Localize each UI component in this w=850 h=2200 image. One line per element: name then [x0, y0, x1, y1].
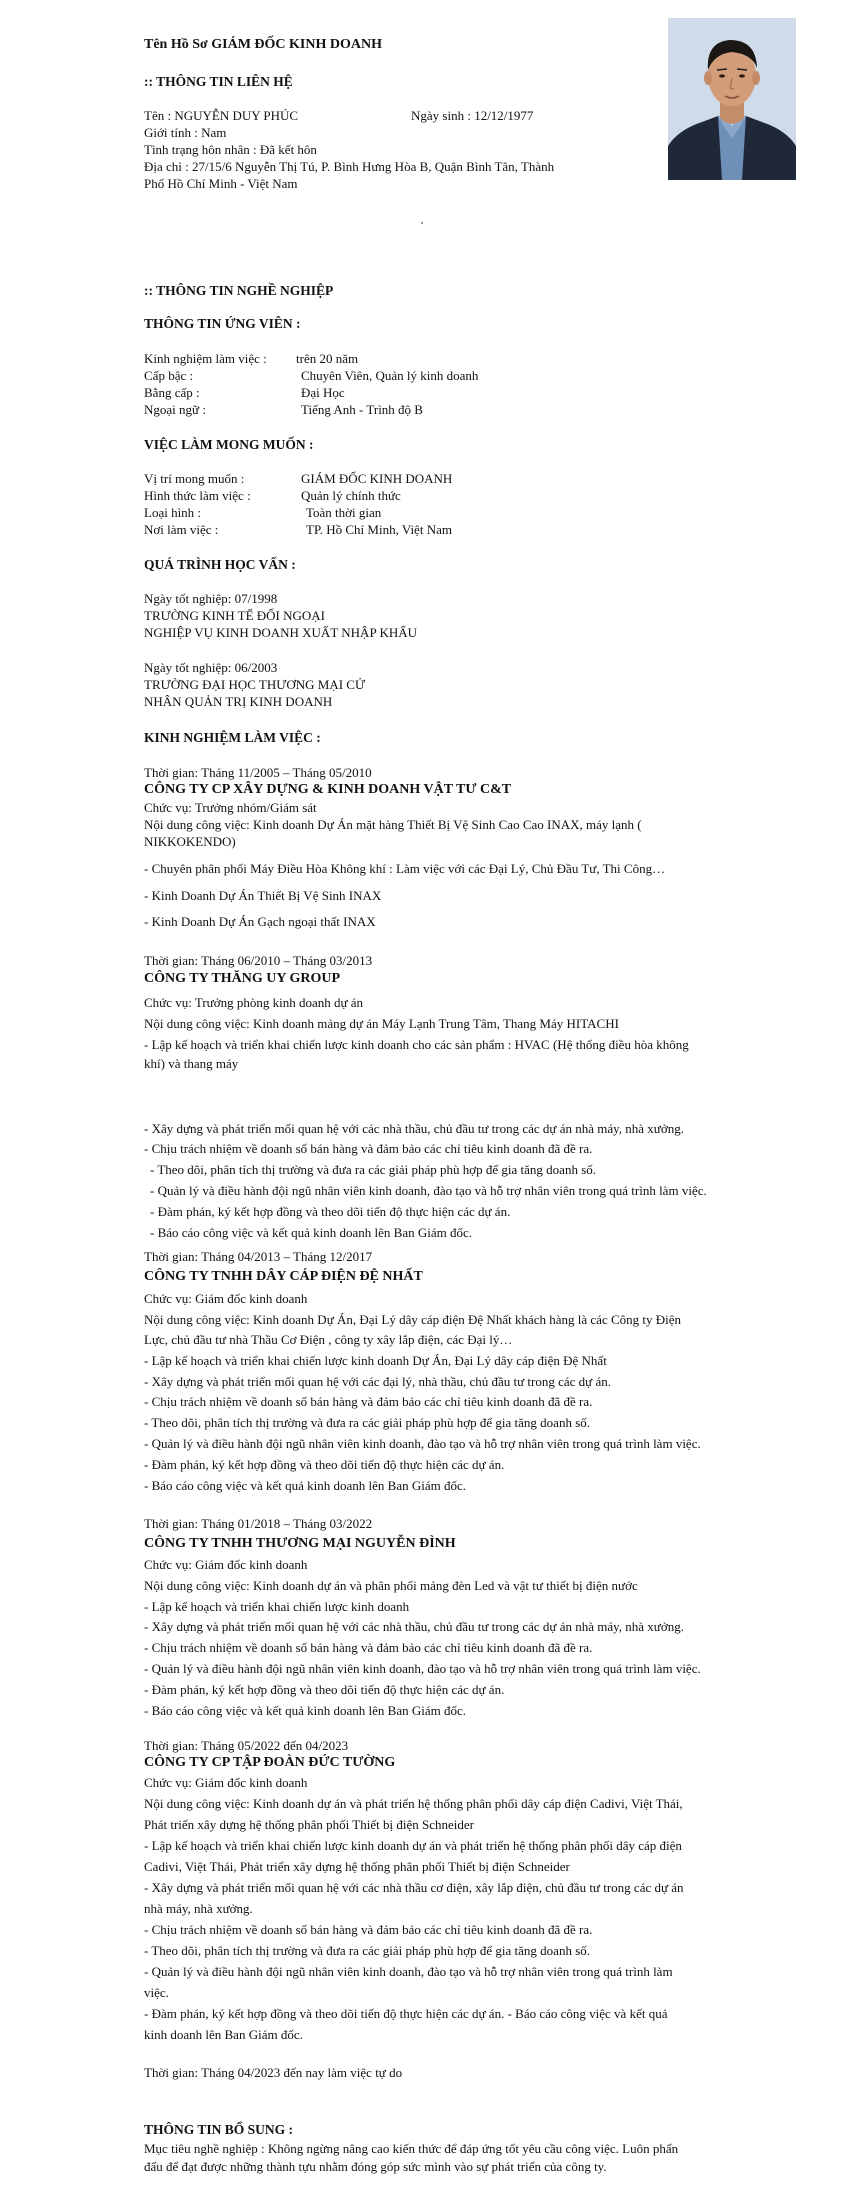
job-bullet-cont: Cadivi, Việt Thái, Phát triển xây dựng hệ thống phân phối Thiết bị điện Schneider — [144, 1859, 570, 1874]
job-company: CÔNG TY TNHH THƯƠNG MẠI NGUYỄN ĐÌNH — [144, 1536, 456, 1551]
job-time: Thời gian: Tháng 04/2023 đến nay làm việc tự do — [144, 2065, 403, 2080]
profile-photo — [668, 18, 796, 180]
job-time: Thời gian: Tháng 04/2013 – Tháng 12/2017 — [144, 1249, 373, 1264]
job-description: NIKKOKENDO) — [144, 834, 236, 849]
job-description: Nội dung công việc: Kinh doanh Dự Án mặt hàng Thiết Bị Vệ Sinh Cao Cao INAX, máy lạnh ( — [144, 817, 642, 832]
experience-value: trên 20 năm — [296, 351, 359, 366]
job-bullet-cont: việc. — [144, 1985, 169, 2000]
document-title: Tên Hồ Sơ GIÁM ĐỐC KINH DOANH — [144, 37, 382, 52]
job-bullet: - Báo cáo công việc và kết quả kinh doanh lên Ban Giám đốc. — [144, 1703, 467, 1718]
job-description: Nội dung công việc: Kinh doanh mảng dự án Máy Lạnh Trung Tâm, Thang Máy HITACHI — [144, 1016, 619, 1031]
job-bullet-cont: nhà máy, nhà xưởng. — [144, 1901, 253, 1916]
desired-job-heading: VIỆC LÀM MONG MUỐN : — [144, 437, 314, 452]
name-line: Tên : NGUYỄN DUY PHÚC — [144, 108, 299, 123]
edu-major: NHÂN QUẢN TRỊ KINH DOANH — [144, 694, 333, 709]
job-bullet: - Xây dựng và phát triển mối quan hệ với các nhà thầu, chủ đầu tư trong các dự án nhà máy, nhà xưởng. — [144, 1619, 684, 1634]
job-company: CÔNG TY CP XÂY DỰNG & KINH DOANH VẬT TƯ C&T — [144, 782, 512, 797]
job-bullet: - Đàm phán, ký kết hợp đồng và theo dõi tiến độ thực hiện các dự án. — [144, 1682, 505, 1697]
candidate-heading: THÔNG TIN ỨNG VIÊN : — [144, 316, 301, 331]
job-bullet: - Báo cáo công việc và kết quả kinh doanh lên Ban Giám đốc. — [150, 1225, 473, 1240]
job-description: Nội dung công việc: Kinh doanh Dự Án, Đại Lý dây cáp điện Đệ Nhất khách hàng là các Công ty Điện — [144, 1312, 682, 1327]
job-bullet: - Theo dõi, phân tích thị trường và đưa ra các giải pháp phù hợp để gia tăng doanh số. — [144, 1943, 591, 1958]
work-form-value: Quản lý chính thức — [301, 488, 401, 503]
job-bullet: - Chịu trách nhiệm về doanh số bán hàng và đảm bảo các chỉ tiêu kinh doanh đã đề ra. — [144, 1640, 593, 1655]
job-bullet: - Chịu trách nhiệm về doanh số bán hàng và đảm bảo các chỉ tiêu kinh doanh đã đề ra. — [144, 1394, 593, 1409]
job-role: Chức vụ: Giám đốc kinh doanh — [144, 1557, 308, 1572]
job-bullet: - Quản lý và điều hành đội ngũ nhân viên kinh doanh, đào tạo và hỗ trợ nhân viên trong quá trình làm việc. — [144, 1661, 701, 1676]
experience-label: Kinh nghiệm làm việc : — [144, 351, 267, 366]
extra-heading: THÔNG TIN BỔ SUNG : — [144, 2122, 294, 2137]
job-role: Chức vụ: Giám đốc kinh doanh — [144, 1775, 308, 1790]
job-bullet: - Đàm phán, ký kết hợp đồng và theo dõi tiến độ thực hiện các dự án. — [150, 1204, 511, 1219]
career-goal-line: Mục tiêu nghề nghiệp : Không ngừng nâng cao kiến thức để đáp ứng tốt yêu cầu công việc. Luôn phấn — [144, 2141, 679, 2156]
job-bullet: - Xây dựng và phát triển mối quan hệ với các đại lý, nhà thầu, chủ đầu tư trong các dự án. — [144, 1374, 611, 1389]
work-place-value: TP. Hồ Chí Minh, Việt Nam — [306, 522, 452, 537]
work-type-value: Toàn thời gian — [306, 505, 382, 520]
job-company: CÔNG TY TNHH DÂY CÁP ĐIỆN ĐỆ NHẤT — [144, 1269, 423, 1284]
career-goal-line: đấu để đạt được những thành tựu nhằm đóng góp sức mình vào sự phát triển của công ty. — [144, 2159, 607, 2174]
dob-line: Ngày sinh : 12/12/1977 — [411, 108, 534, 123]
job-role: Chức vụ: Giám đốc kinh doanh — [144, 1291, 308, 1306]
position-value: GIÁM ĐỐC KINH DOANH — [301, 471, 453, 486]
job-description: Lực, chủ đầu tư nhà Thầu Cơ Điện , công ty xây lắp điện, các Đại lý… — [144, 1332, 513, 1347]
work-place-label: Nơi làm việc : — [144, 522, 219, 537]
contact-heading: :: THÔNG TIN LIÊN HỆ — [144, 74, 293, 89]
level-label: Cấp bậc : — [144, 368, 194, 383]
gender-line: Giới tính : Nam — [144, 125, 227, 140]
education-heading: QUÁ TRÌNH HỌC VẤN : — [144, 557, 296, 572]
position-label: Vị trí mong muốn : — [144, 471, 245, 486]
address-line-1: Địa chỉ : 27/15/6 Nguyễn Thị Tú, P. Bình Hưng Hòa B, Quận Bình Tân, Thành — [144, 159, 555, 174]
job-bullet-cont: kinh doanh lên Ban Giám đốc. — [144, 2027, 303, 2042]
job-time: Thời gian: Tháng 05/2022 đến 04/2023 — [144, 1738, 349, 1753]
job-description: Phát triển xây dựng hệ thống phân phối Thiết bị điện Schneider — [144, 1817, 474, 1832]
job-bullet: - Chuyên phân phối Máy Điều Hòa Không khí : Làm việc với các Đại Lý, Chủ Đầu Tư, Thi Công… — [144, 861, 666, 876]
address-line-2: Phố Hồ Chí Minh - Việt Nam — [144, 176, 298, 191]
job-bullet: - Xây dựng và phát triển mối quan hệ với các nhà thầu, chủ đầu tư trong các dự án nhà máy, nhà xưởng. — [144, 1121, 684, 1136]
level-value: Chuyên Viên, Quản lý kinh doanh — [301, 368, 479, 383]
stray-dot — [421, 222, 423, 224]
edu-date: Ngày tốt nghiệp: 06/2003 — [144, 660, 278, 675]
job-time: Thời gian: Tháng 06/2010 – Tháng 03/2013 — [144, 953, 373, 968]
edu-date: Ngày tốt nghiệp: 07/1998 — [144, 591, 278, 606]
job-bullet: - Lập kế hoạch và triển khai chiến lược kinh doanh — [144, 1599, 410, 1614]
job-bullet: - Quản lý và điều hành đội ngũ nhân viên kinh doanh, đào tạo và hỗ trợ nhân viên trong quá trình làm việc. — [144, 1436, 701, 1451]
job-bullet: - Báo cáo công việc và kết quả kinh doanh lên Ban Giám đốc. — [144, 1478, 467, 1493]
job-time: Thời gian: Tháng 11/2005 – Tháng 05/2010 — [144, 765, 372, 780]
job-description: Nội dung công việc: Kinh doanh dự án và phân phối mảng đèn Led và vật tư thiết bị điện nước — [144, 1578, 638, 1593]
job-bullet: - Xây dựng và phát triển mối quan hệ với các nhà thầu cơ điện, xây lắp điện, chủ đầu tư trong các dự án — [144, 1880, 684, 1895]
job-plan: khí) và thang máy — [144, 1056, 239, 1071]
job-bullet: - Đàm phán, ký kết hợp đồng và theo dõi tiến độ thực hiện các dự án. — [144, 1457, 505, 1472]
job-bullet: - Theo dõi, phân tích thị trường và đưa ra các giải pháp phù hợp để gia tăng doanh số. — [150, 1162, 597, 1177]
job-bullet: - Quản lý và điều hành đội ngũ nhân viên kinh doanh, đào tạo và hỗ trợ nhân viên trong quá trình làm — [144, 1964, 673, 1979]
job-bullet: - Kinh Doanh Dự Án Gạch ngoại thất INAX — [144, 914, 376, 929]
job-bullet: - Chịu trách nhiệm về doanh số bán hàng và đảm bảo các chỉ tiêu kinh doanh đã đề ra. — [144, 1922, 593, 1937]
job-bullet: - Lập kế hoạch và triển khai chiến lược kinh doanh dự án và phát triển hệ thống phân phối dây cáp điện — [144, 1838, 682, 1853]
job-company: CÔNG TY CP TẬP ĐOÀN ĐỨC TƯỜNG — [144, 1755, 396, 1770]
career-heading: :: THÔNG TIN NGHỀ NGHIỆP — [144, 283, 334, 298]
degree-value: Đại Học — [301, 385, 345, 400]
job-role: Chức vụ: Trưởng phòng kinh doanh dự án — [144, 995, 364, 1010]
language-value: Tiếng Anh - Trình độ B — [301, 402, 423, 417]
marital-line: Tình trạng hôn nhân : Đã kết hôn — [144, 142, 317, 157]
job-bullet: - Theo dõi, phân tích thị trường và đưa ra các giải pháp phù hợp để gia tăng doanh số. — [144, 1415, 591, 1430]
job-bullet: - Kinh Doanh Dự Án Thiết Bị Vệ Sinh INAX — [144, 888, 382, 903]
job-bullet: - Chịu trách nhiệm về doanh số bán hàng và đảm bảo các chỉ tiêu kinh doanh đã đề ra. — [144, 1141, 593, 1156]
job-plan: - Lập kế hoạch và triển khai chiến lược kinh doanh cho các sản phẩm : HVAC (Hệ thống điều hòa không — [144, 1037, 689, 1052]
job-role: Chức vụ: Trưởng nhóm/Giám sát — [144, 800, 317, 815]
profile-photo-image — [668, 18, 796, 180]
job-bullet: - Lập kế hoạch và triển khai chiến lược kinh doanh Dự Án, Đại Lý dây cáp điện Đệ Nhất — [144, 1353, 607, 1368]
language-label: Ngoại ngữ : — [144, 402, 206, 417]
edu-school: TRƯỜNG ĐẠI HỌC THƯƠNG MẠI CỬ — [144, 677, 366, 692]
edu-school: TRƯỜNG KINH TẾ ĐỐI NGOẠI — [144, 608, 325, 623]
job-bullet: - Đàm phán, ký kết hợp đồng và theo dõi tiến độ thực hiện các dự án. - Báo cáo công việc và kết quả — [144, 2006, 668, 2021]
job-description: Nội dung công việc: Kinh doanh dự án và phát triển hệ thống phân phối dây cáp điện Cadivi, Việt Thái, — [144, 1796, 683, 1811]
work-form-label: Hình thức làm việc : — [144, 488, 251, 503]
job-time: Thời gian: Tháng 01/2018 – Tháng 03/2022 — [144, 1516, 373, 1531]
work-type-label: Loại hình : — [144, 505, 202, 520]
work-heading: KINH NGHIỆM LÀM VIỆC : — [144, 730, 321, 745]
job-bullet: - Quản lý và điều hành đội ngũ nhân viên kinh doanh, đào tạo và hỗ trợ nhân viên trong quá trình làm việc. — [150, 1183, 707, 1198]
degree-label: Bằng cấp : — [144, 385, 200, 400]
job-company: CÔNG TY THĂNG UY GROUP — [144, 971, 341, 986]
edu-major: NGHIỆP VỤ KINH DOANH XUẤT NHẬP KHẨU — [144, 625, 417, 640]
